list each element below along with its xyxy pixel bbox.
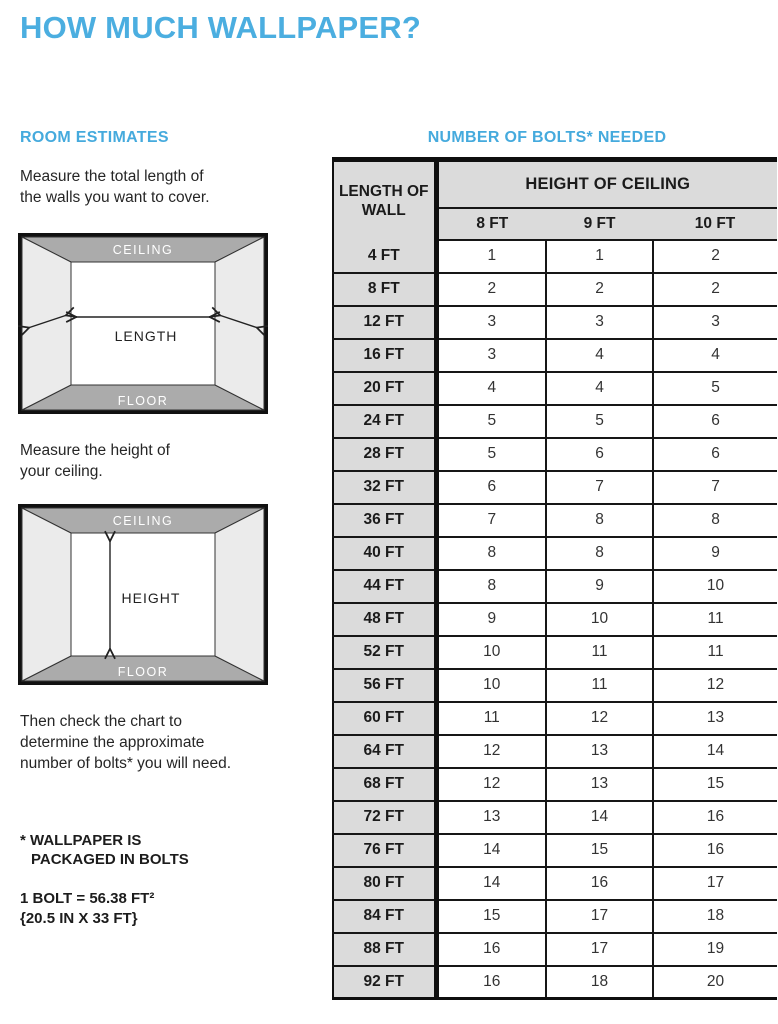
- height-of-ceiling-header: HEIGHT OF CEILING: [436, 160, 777, 208]
- bolt-count-cell: 12: [653, 669, 777, 702]
- right-wall-panel: [215, 508, 264, 681]
- bolt-count-cell: 10: [653, 570, 777, 603]
- table-row: [333, 834, 777, 867]
- bolts-needed-heading: NUMBER OF BOLTS* NEEDED: [427, 129, 667, 146]
- back-wall-panel: [71, 262, 215, 385]
- wall-length-cell: 4 FT: [333, 240, 436, 273]
- bolt-count-cell: 15: [653, 768, 777, 801]
- wall-length-cell: 52 FT: [333, 636, 436, 669]
- bolt-count-cell: 3: [436, 339, 546, 372]
- bolts-table-body: [333, 240, 777, 999]
- bolt-count-cell: 9: [436, 603, 546, 636]
- bolt-count-cell: 13: [653, 702, 777, 735]
- bolt-count-cell: 17: [546, 933, 653, 966]
- wall-length-cell: 12 FT: [333, 306, 436, 339]
- bolt-count-cell: 4: [546, 372, 653, 405]
- wall-length-cell: 64 FT: [333, 735, 436, 768]
- bolt-count-cell: 12: [436, 768, 546, 801]
- wall-length-cell: 68 FT: [333, 768, 436, 801]
- bolt-count-cell: 6: [653, 438, 777, 471]
- wall-length-cell: 80 FT: [333, 867, 436, 900]
- table-row: [333, 768, 777, 801]
- table-row: [333, 339, 777, 372]
- wall-length-cell: 48 FT: [333, 603, 436, 636]
- bolt-count-cell: 5: [546, 405, 653, 438]
- bolt-count-cell: 7: [436, 504, 546, 537]
- ceiling-9ft-header: 9 FT: [546, 208, 653, 240]
- bolt-count-cell: 2: [436, 273, 546, 306]
- bolt-count-cell: 18: [653, 900, 777, 933]
- bolt-count-cell: 8: [546, 504, 653, 537]
- bolt-count-cell: 8: [546, 537, 653, 570]
- wall-length-cell: 44 FT: [333, 570, 436, 603]
- ceiling-8ft-header: 8 FT: [436, 208, 546, 240]
- bolt-count-cell: 11: [653, 603, 777, 636]
- wall-length-cell: 20 FT: [333, 372, 436, 405]
- table-row: [333, 570, 777, 603]
- bolt-count-cell: 6: [436, 471, 546, 504]
- wall-length-cell: 56 FT: [333, 669, 436, 702]
- table-row: [333, 537, 777, 570]
- bolt-count-cell: 16: [653, 801, 777, 834]
- table-row: [333, 867, 777, 900]
- table-row: [333, 603, 777, 636]
- wall-length-cell: 16 FT: [333, 339, 436, 372]
- bolt-count-cell: 2: [653, 240, 777, 273]
- table-row: [333, 438, 777, 471]
- bolt-count-cell: 6: [653, 405, 777, 438]
- wall-length-cell: 8 FT: [333, 273, 436, 306]
- wall-length-cell: 24 FT: [333, 405, 436, 438]
- floor-label: FLOOR: [117, 665, 169, 679]
- bolt-count-cell: 16: [653, 834, 777, 867]
- bolt-count-cell: 7: [546, 471, 653, 504]
- bolt-count-cell: 14: [546, 801, 653, 834]
- bolt-count-cell: 11: [546, 669, 653, 702]
- bolt-count-cell: 10: [436, 636, 546, 669]
- bolt-count-cell: 13: [546, 768, 653, 801]
- bolt-count-cell: 16: [436, 933, 546, 966]
- bolt-count-cell: 6: [546, 438, 653, 471]
- bolt-count-cell: 16: [546, 867, 653, 900]
- bolt-count-cell: 13: [436, 801, 546, 834]
- floor-label: FLOOR: [117, 394, 169, 408]
- bolt-count-cell: 11: [546, 636, 653, 669]
- bolt-count-cell: 5: [436, 405, 546, 438]
- wall-length-cell: 28 FT: [333, 438, 436, 471]
- bolt-count-cell: 12: [546, 702, 653, 735]
- bolt-count-cell: 4: [436, 372, 546, 405]
- table-row: [333, 240, 777, 273]
- bolt-count-cell: 14: [436, 834, 546, 867]
- bolt-count-cell: 10: [546, 603, 653, 636]
- left-wall-panel: [22, 237, 71, 410]
- measure-length-text: Measure the total length of the walls you want to cover.: [20, 168, 210, 206]
- bolt-count-cell: 16: [436, 966, 546, 999]
- bolt-count-cell: 15: [546, 834, 653, 867]
- table-row: [333, 471, 777, 504]
- table-row: [333, 801, 777, 834]
- bolt-count-cell: 11: [653, 636, 777, 669]
- bolt-count-cell: 2: [653, 273, 777, 306]
- bolt-count-cell: 18: [546, 966, 653, 999]
- table-row: [333, 636, 777, 669]
- bolt-count-cell: 8: [436, 570, 546, 603]
- table-row: [333, 702, 777, 735]
- ceiling-label: CEILING: [112, 243, 174, 257]
- bolt-count-cell: 4: [653, 339, 777, 372]
- bolt-count-cell: 3: [546, 306, 653, 339]
- wall-length-cell: 92 FT: [333, 966, 436, 999]
- bolt-count-cell: 9: [653, 537, 777, 570]
- bolt-count-cell: 20: [653, 966, 777, 999]
- wall-length-cell: 32 FT: [333, 471, 436, 504]
- wall-length-cell: 88 FT: [333, 933, 436, 966]
- bolt-count-cell: 1: [436, 240, 546, 273]
- bolt-area-line: 1 BOLT = 56.38 FT²: [20, 890, 155, 907]
- bolt-count-cell: 19: [653, 933, 777, 966]
- ceiling-height-diagram: [18, 504, 268, 685]
- right-wall-panel: [215, 237, 264, 410]
- wallpaper-bolts-footnote: [20, 831, 189, 869]
- bolt-count-cell: 3: [653, 306, 777, 339]
- left-wall-panel: [22, 508, 71, 681]
- bolt-count-cell: 5: [436, 438, 546, 471]
- room-length-diagram: [18, 233, 268, 414]
- length-of-wall-header: LENGTH OF WALL: [333, 160, 436, 240]
- wall-length-cell: 40 FT: [333, 537, 436, 570]
- bolt-count-cell: 2: [546, 273, 653, 306]
- table-row: [333, 900, 777, 933]
- footnote-line-1: * WALLPAPER IS: [20, 832, 142, 849]
- ceiling-label: CEILING: [112, 514, 174, 528]
- bolt-count-cell: 3: [436, 306, 546, 339]
- page-title: HOW MUCH WALLPAPER?: [20, 10, 422, 45]
- bolt-count-cell: 8: [653, 504, 777, 537]
- wall-length-cell: 60 FT: [333, 702, 436, 735]
- bolt-count-cell: 14: [436, 867, 546, 900]
- height-label: HEIGHT: [121, 590, 181, 606]
- wall-length-cell: 84 FT: [333, 900, 436, 933]
- table-row: [333, 306, 777, 339]
- bolt-count-cell: 13: [546, 735, 653, 768]
- bolt-count-cell: 12: [436, 735, 546, 768]
- table-row: [333, 405, 777, 438]
- table-row: [333, 372, 777, 405]
- ceiling-10ft-header: 10 FT: [653, 208, 777, 240]
- bolt-count-cell: 1: [546, 240, 653, 273]
- bolt-count-cell: 11: [436, 702, 546, 735]
- bolt-count-cell: 14: [653, 735, 777, 768]
- bolt-count-cell: 4: [546, 339, 653, 372]
- table-row: [333, 966, 777, 999]
- check-chart-text: Then check the chart to determine the approximate number of bolts* you will need.: [20, 713, 232, 772]
- table-row: [333, 933, 777, 966]
- table-row: [333, 504, 777, 537]
- bolt-count-cell: 10: [436, 669, 546, 702]
- bolt-count-cell: 5: [653, 372, 777, 405]
- bolt-count-cell: 7: [653, 471, 777, 504]
- bolt-count-cell: 8: [436, 537, 546, 570]
- table-row: [333, 273, 777, 306]
- room-estimates-heading: ROOM ESTIMATES: [20, 129, 169, 146]
- measure-height-text: Measure the height of your ceiling.: [20, 442, 170, 480]
- wall-length-cell: 72 FT: [333, 801, 436, 834]
- bolt-count-cell: 17: [546, 900, 653, 933]
- bolt-size-info: [20, 889, 154, 929]
- bolt-count-cell: 17: [653, 867, 777, 900]
- wall-length-cell: 76 FT: [333, 834, 436, 867]
- bolt-count-cell: 15: [436, 900, 546, 933]
- bolts-needed-table: [332, 157, 777, 1000]
- length-label: LENGTH: [114, 328, 178, 344]
- table-row: [333, 735, 777, 768]
- wall-length-cell: 36 FT: [333, 504, 436, 537]
- footnote-line-2: PACKAGED IN BOLTS: [31, 851, 189, 868]
- bolt-dimensions-line: {20.5 IN X 33 FT}: [20, 910, 138, 927]
- table-row: [333, 669, 777, 702]
- bolt-count-cell: 9: [546, 570, 653, 603]
